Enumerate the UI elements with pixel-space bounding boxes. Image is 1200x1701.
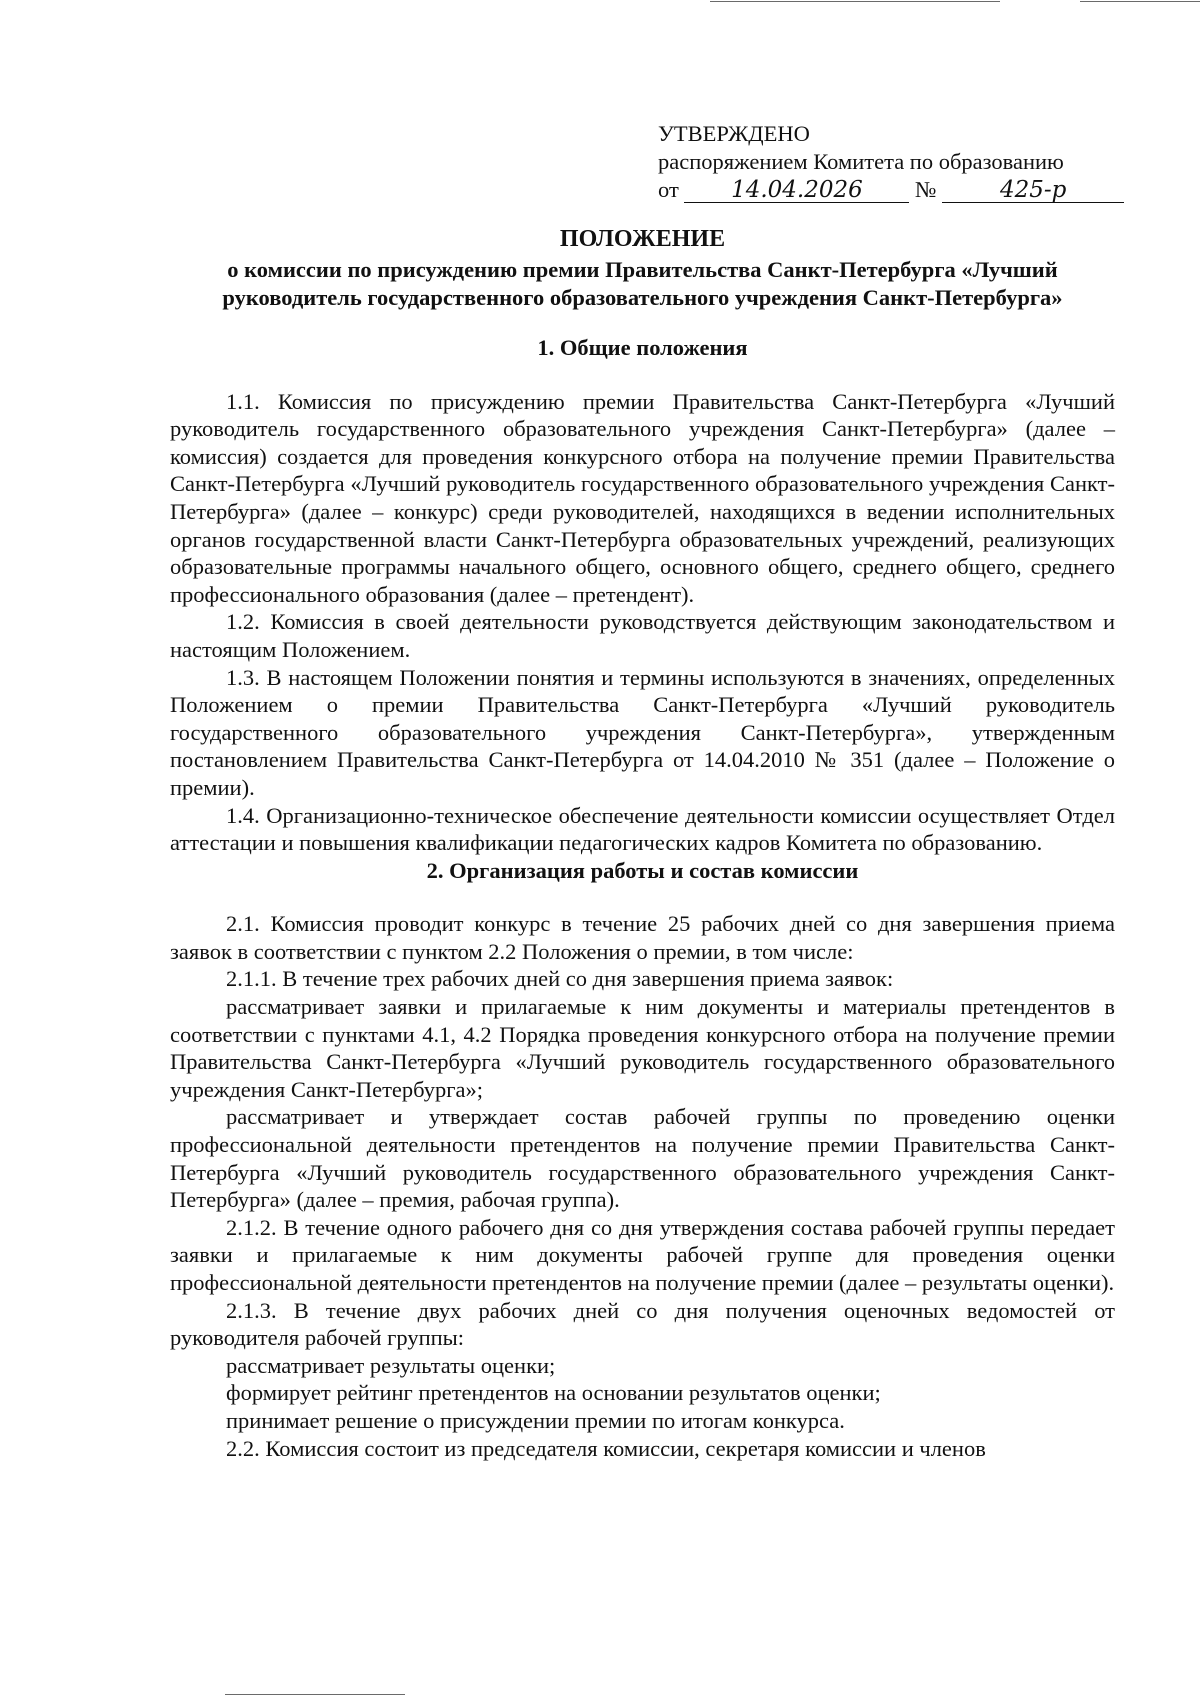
paragraph: 2.1.1. В течение трех рабочих дней со дня завершения приема заявок: [226,966,894,992]
document-title: ПОЛОЖЕНИЕ [559,226,726,252]
paragraph: рассматривает результаты оценки; [226,1352,556,1378]
paragraph: 1.3. В настоящем Положении понятия и термины используются в значениях, определенных Положением о премии Правительства Санкт-Петербурга «Лучший руководитель государственного образовательного учреждения Санкт-Петербурга», утвержденным постановлением Правительства Санкт-Петербурга от 14.04.2010 № 351 (далее – Положение о премии). [170,664,1115,800]
scan-artifact-top [710,1,1000,2]
section-heading: 1. Общие положения [537,335,748,360]
paragraph: принимает решение о присуждении премии по итогам конкурса. [226,1407,845,1433]
paragraph: рассматривает и утверждает состав рабочей группы по проведению оценки профессиональной деятельности претендентов на получение премии Правительства Санкт-Петербурга «Лучший руководитель государственного образовательного учреждения Санкт-Петербурга» (далее – премия, рабочая группа). [170,1104,1115,1213]
date-prefix: от [658,177,679,202]
paragraph: 1.2. Комиссия в своей деятельности руководствуется действующим законодательством и настоящим Положением. [170,609,1115,662]
paragraph: 1.4. Организационно-техническое обеспечение деятельности комиссии осуществляет Отдел аттестации и повышения квалификации педагогических кадров Комитета по образованию. [170,802,1115,856]
handwritten-date: 14.04.2026 [684,178,909,203]
approval-heading: УТВЕРЖДЕНО [658,121,810,146]
paragraph: 2.1.3. В течение двух рабочих дней со дня получения оценочных ведомостей от руководителя рабочей группы: [170,1297,1115,1351]
approval-date-number-line [658,176,1118,204]
approval-by: распоряжением Комитета по образованию [658,149,1064,174]
scan-artifact-bottom [225,1694,405,1695]
scan-artifact-top-right [1080,1,1200,2]
paragraph: 2.2. Комиссия состоит из председателя комиссии, секретаря комиссии и членов [226,1435,986,1461]
approval-stamp [658,120,1118,204]
paragraph: рассматривает заявки и прилагаемые к ним документы и материалы претендентов в соответствии с пунктами 4.1, 4.2 Порядка проведения конкурсного отбора на получение премии Правительства Санкт-Петербурга «Лучший руководитель государственного образовательного учреждения Санкт-Петербурга»; [170,994,1115,1102]
document-subtitle: о комиссии по присуждению премии Правительства Санкт-Петербурга «Лучший руководитель государственного образовательного учреждения Санкт-Петербурга» [222,257,1063,310]
paragraph: 2.1.2. В течение одного рабочего дня со дня утверждения состава рабочей группы передает заявки и прилагаемые к ним документы рабочей группе для проведения оценки профессиональной деятельности претендентов на получение премии (далее – результаты оценки). [170,1214,1115,1295]
handwritten-number: 425-р [942,178,1124,203]
paragraph: формирует рейтинг претендентов на основании результатов оценки; [226,1380,881,1406]
document-body [170,224,1115,1462]
paragraph: 1.1. Комиссия по присуждению премии Правительства Санкт-Петербурга «Лучший руководитель государственного образовательного учреждения Санкт-Петербурга» (далее – комиссия) создается для проведения конкурсного отбора на получение премии Правительства Санкт-Петербурга «Лучший руководитель государственного образовательного учреждения Санкт-Петербурга» (далее – конкурс) среди руководителей, находящихся в ведении исполнительных органов государственной власти Санкт-Петербурга образовательных учреждений, реализующих образовательные программы начального общего, основного общего, среднего общего, среднего профессионального образования (далее – претендент). [170,388,1115,607]
number-prefix: № [915,177,937,202]
section-heading: 2. Организация работы и состав комиссии [426,857,859,883]
paragraph: 2.1. Комиссия проводит конкурс в течение 25 рабочих дней со дня завершения приема заявок в соответствии с пунктом 2.2 Положения о премии, в том числе: [170,911,1115,964]
